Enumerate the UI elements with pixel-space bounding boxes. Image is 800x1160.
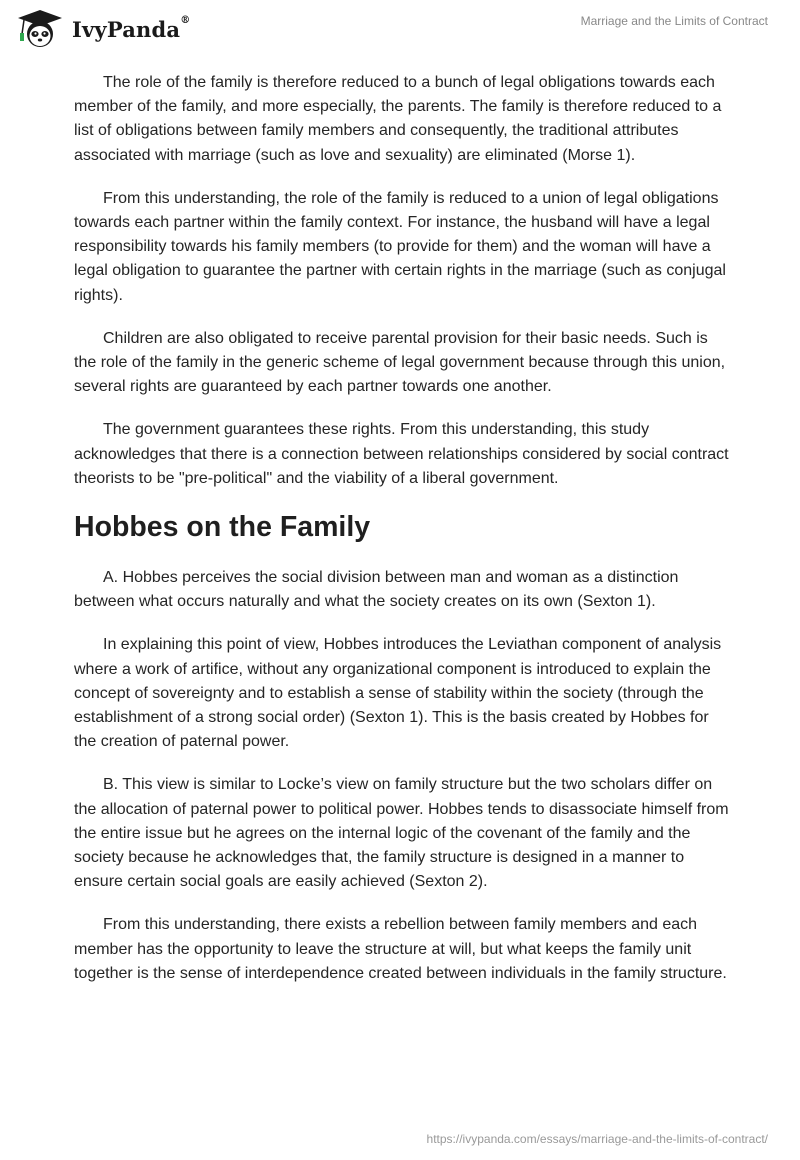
paragraph: From this understanding, there exists a rebellion between family members and each member has the opportunity to leave the structure at will, but what keeps the family unit together is the sense of interdependence created between individuals in the family structure. [74,916,727,982]
paragraph: In explaining this point of view, Hobbes introduces the Leviathan component of analysis where a work of artifice, without any organizational component is introduced to explain the concept of sovereignty and to establish a sense of stability within the society (through the establishment of a strong social order) (Sexton 1). This is the basis created by Hobbes for the creation of paternal power. [74,636,722,751]
paragraph: B. This view is similar to Locke’s view on family structure but the two scholars differ on the allocation of paternal power to political power. Hobbes tends to disassociate himself from the entire issue but he agrees on the internal logic of the covenant of the family and the society because he acknowledges that, the family structure is designed in a manner to ensure certain social goals are easily achieved (Sexton 2). [74,776,729,891]
paragraph: From this understanding, the role of the family is reduced to a union of legal obligations towards each partner within the family context. For instance, the husband will have a legal responsibility towards his family members (to provide for them) and the woman will have a legal obligation to guarantee the partner with certain rights in the marriage (such as conjugal rights). [74,189,726,304]
brand-name: IvyPanda® [72,14,191,42]
section-heading: Hobbes on the Family [74,511,371,544]
paragraph: The government guarantees these rights. From this understanding, this study acknowledges that there is a connection between relationships considered by social contract theorists to be "pre-political" and the viability of a liberal government. [74,421,729,487]
ivypanda-logo[interactable] [14,8,190,50]
article-body [74,71,730,1005]
panda-graduate-icon [14,8,66,50]
paragraph: The role of the family is therefore reduced to a bunch of legal obligations towards each member of the family, and more especially, the parents. The family is therefore reduced to a list of obligations between family members and consequently, the traditional attributes associated with marriage (such as love and sexuality) are eliminated (Morse 1). [74,74,722,164]
document-title: Marriage and the Limits of Contract [580,14,768,28]
page-header [0,0,800,56]
paragraph: Children are also obligated to receive parental provision for their basic needs. Such is the role of the family in the generic scheme of legal government because through this union, several rights are guaranteed by each partner towards one another. [74,329,726,396]
source-url-link[interactable]: https://ivypanda.com/essays/marriage-and-the-limits-of-contract/ [426,1132,768,1146]
paragraph: A. Hobbes perceives the social division between man and woman as a distinction between what occurs naturally and what the society creates on its own (Sexton 1). [74,569,679,611]
